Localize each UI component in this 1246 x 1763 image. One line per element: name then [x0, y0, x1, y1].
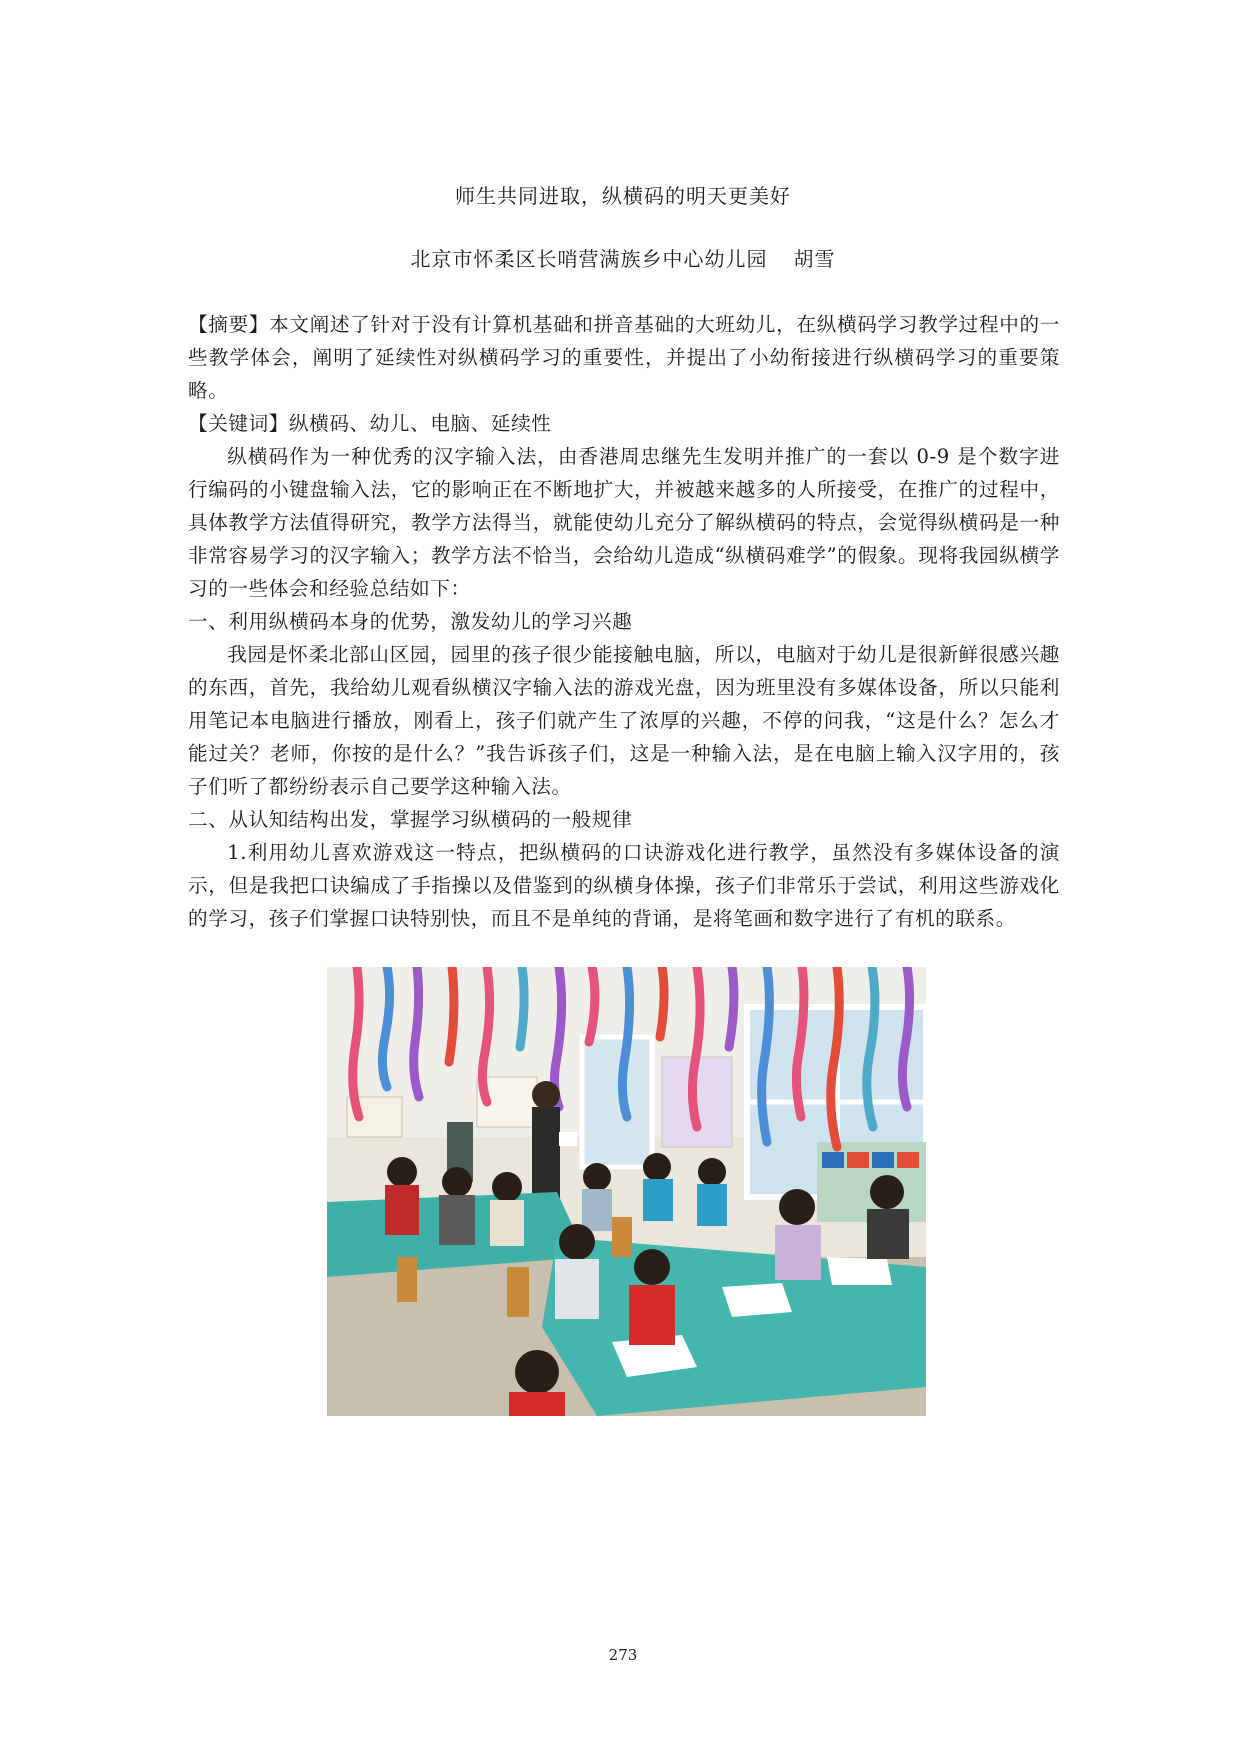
author-line: [0, 243, 1246, 272]
page-title: 师生共同进取，纵横码的明天更美好: [455, 184, 791, 208]
article-body: [188, 308, 1060, 935]
section-1-paragraph: 我园是怀柔北部山区园，园里的孩子很少能接触电脑，所以，电脑对于幼儿是很新鲜很感兴趣的东西，首先，我给幼儿观看纵横汉字输入法的游戏光盘，因为班里没有多媒体设备，所以只能利用笔记本电脑进行播放，刚看上，孩子们就产生了浓厚的兴趣，不停的问我，“这是什么？怎么才能过关？老师，你按的是什么？”我告诉孩子们，这是一种输入法，是在电脑上输入汉字用的，孩子们听了都纷纷表示自己要学这种输入法。: [188, 643, 1060, 798]
abstract: 【摘要】本文阐述了针对于没有计算机基础和拼音基础的大班幼儿，在纵横码学习教学过程中的一些教学体会，阐明了延续性对纵横码学习的重要性，并提出了小幼衔接进行纵横码学习的重要策略。: [188, 313, 1060, 402]
keywords: 【关键词】纵横码、幼儿、电脑、延续性: [188, 412, 552, 435]
classroom-photo: [327, 967, 926, 1416]
author-name: 胡雪: [793, 247, 836, 271]
page-number: 273: [608, 1646, 638, 1664]
section-2-heading: 二、从认知结构出发，掌握学习纵横码的一般规律: [188, 808, 633, 831]
section-1-heading: 一、利用纵横码本身的优势，激发幼儿的学习兴趣: [188, 610, 633, 633]
intro-paragraph: 纵横码作为一种优秀的汉字输入法，由香港周忠继先生发明并推广的一套以 0-9 是个数字进行编码的小键盘输入法，它的影响正在不断地扩大，并被越来越多的人所接受，在推广的过程中，具体教学方法值得研究，教学方法得当，就能使幼儿充分了解纵横码的特点，会觉得纵横码是一种非常容易学习的汉字输入；教学方法不恰当，会给幼儿造成“纵横码难学”的假象。现将我园纵横学习的一些体会和经验总结如下：: [188, 445, 1060, 600]
author-affiliation: 北京市怀柔区长哨营满族乡中心幼儿园: [410, 247, 768, 271]
classroom-photo-illustration: [327, 967, 926, 1416]
section-2-paragraph: 1.利用幼儿喜欢游戏这一特点，把纵横码的口诀游戏化进行教学，虽然没有多媒体设备的演示，但是我把口诀编成了手指操以及借鉴到的纵横身体操，孩子们非常乐于尝试，利用这些游戏化的学习，孩子们掌握口诀特别快，而且不是单纯的背诵，是将笔画和数字进行了有机的联系。: [188, 841, 1060, 930]
